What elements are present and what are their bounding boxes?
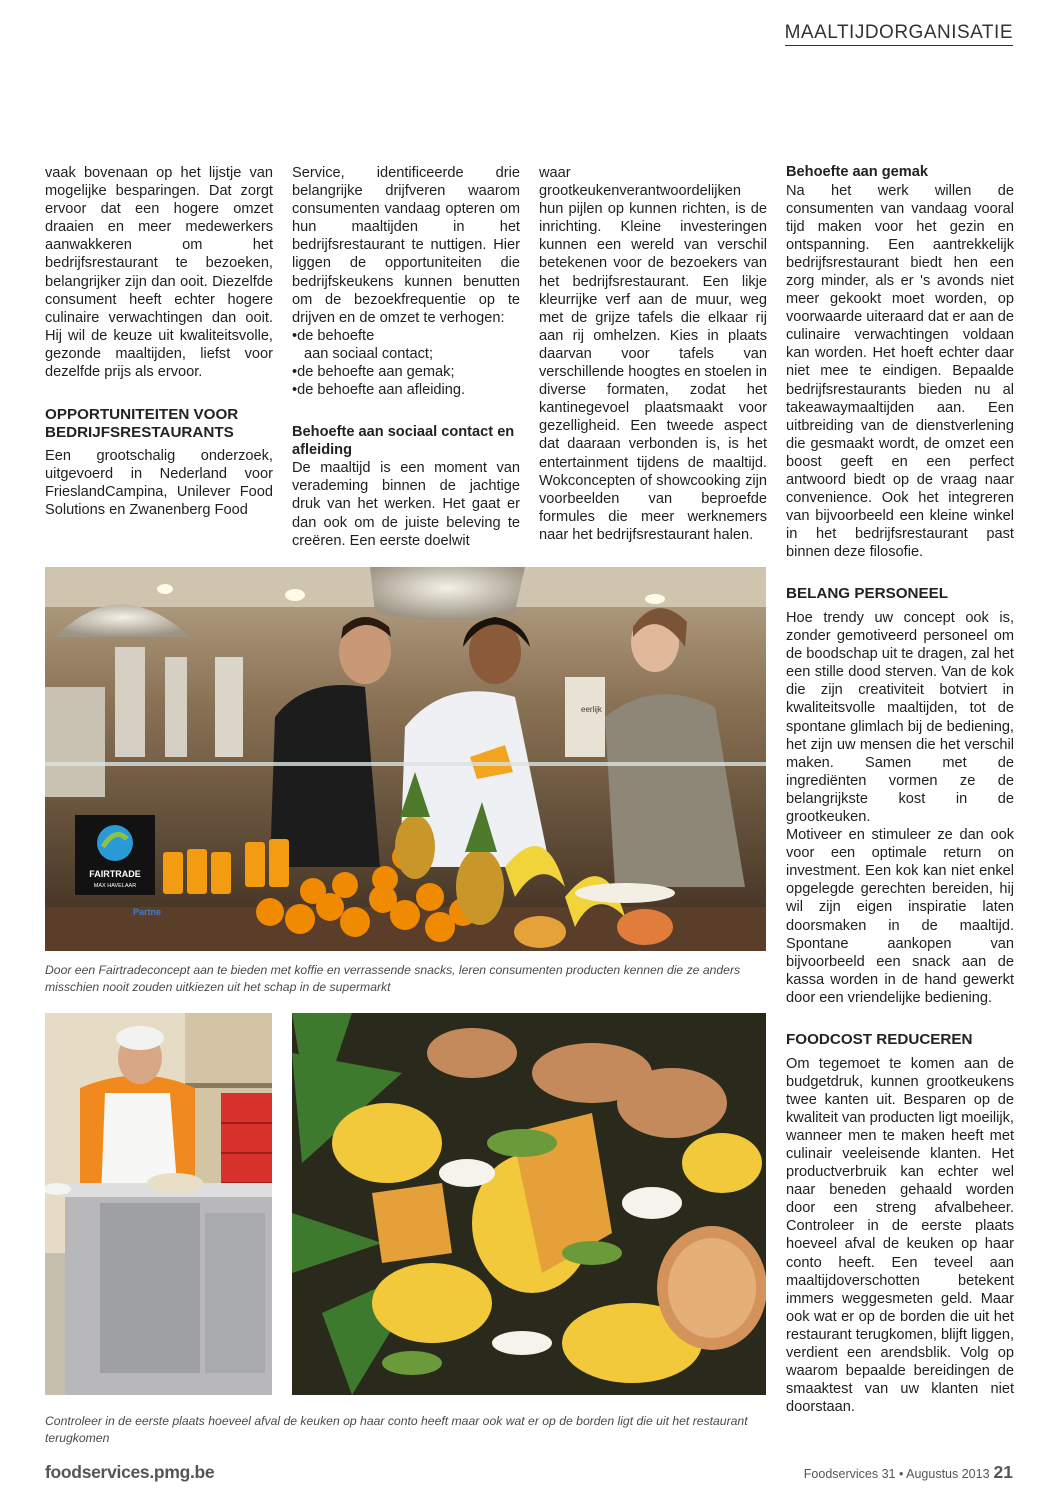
paragraph: Service, identificeerde drie belangrijke drijfveren waarom consumenten vandaag opteren om hun maaltijden in het bedrijfsrestaurant te nuttigen. Hier liggen de opportuniteiten die bedrijfskeukens kunnen benutten om de bezoekfrequentie op te drijven en de omzet te verhogen: — [292, 165, 520, 326]
bullet-list — [292, 327, 520, 399]
text-column-1 — [45, 164, 273, 520]
fairtrade-sub-text: MAX HAVELAAR — [93, 883, 137, 889]
list-item-continued: aan sociaal contact; — [304, 345, 433, 362]
footer-issue-info — [804, 1462, 1013, 1483]
heading-opportuniteiten: OPPORTUNITEITEN VOOR BEDRIJFSRESTAURANTS — [45, 406, 239, 441]
photo-cook-kitchen — [45, 1013, 272, 1395]
paragraph: vaak bovenaan op het lijstje van mogelijke besparingen. Dat zorgt ervoor dat een hogere omzet draaien en meer medewerkers aanwakkeren om het bedrijfsrestaurant te bezoeken, belangrijker zijn dan ooit. Diezelfde consument heeft echter hogere culinaire verwachtingen dan ooit. Hij wil de keuze uit kwaliteitsvolle, gezonde maaltijden, liefst voor dezelfde prijs als ervoor. — [45, 165, 273, 381]
list-item: •de behoefte aan gemak; — [292, 364, 455, 381]
photo-caption-2: Controleer in de eerste plaats hoeveel afval de keuken op haar conto heeft maar ook wat er op de borden ligt die uit het restaurant terugkomen — [45, 1414, 748, 1445]
heading-sociaal-contact: Behoefte aan sociaal contact en afleiding — [292, 424, 515, 458]
text-column-4 — [786, 164, 1014, 1416]
paragraph: waar grootkeukenverantwoordelijken hun pijlen op kunnen richten, is de inrichting. Kleine investeringen kunnen een wereld van verschil betekenen voor de bezoekers van het bedrijfsrestaurant. Een likje kleurrijke verf aan de muur, weg met de grijze tafels die elkaar rij aan rij omhelzen. Kies in plaats daarvan voor tafels van verschillende hoogtes en stoelen in diverse formaten, zodat het kantinegevoel plaatsmaakt voor gezelligheid. Een tweede aspect dat daaraan verbonden is, is het entertainment tijdens de maaltijd. Wokconcepten of showcooking zijn voorbeelden van beproefde formules die meer werknemers naar het bedrijfsrestaurant halen. — [539, 165, 767, 543]
footer-website: foodservices.pmg.be — [45, 1462, 215, 1482]
heading-foodcost: FOODCOST REDUCEREN — [786, 1031, 973, 1049]
photo-restaurant-counter — [45, 567, 766, 951]
text-column-2 — [292, 164, 520, 550]
page-number: 21 — [993, 1462, 1013, 1482]
list-item: •de behoefte — [292, 327, 375, 344]
heading-gemak: Behoefte aan gemak — [786, 164, 928, 180]
list-item: •de behoefte aan afleiding. — [292, 382, 466, 399]
footer-issue: Foodservices 31 • Augustus 2013 — [803, 1467, 990, 1481]
photo-caption-1: Door een Fairtradeconcept aan te bieden met koffie en verrassende snacks, leren consumenten producten kennen die ze anders misschien nooit zouden uitkiezen uit het schap in de supermarkt — [45, 963, 741, 994]
paragraph: De maaltijd is een moment van verademing binnen de jachtige druk van het werken. Het gaat er dan ook om de juiste beleving te creëren. Een eerste doelwit — [292, 460, 520, 549]
fairtrade-label-text: FAIRTRADE — [89, 869, 141, 879]
paragraph: Motiveer en stimuleer ze dan ook voor een optimale return on investment. Een kok kan niet enkel opgelegde gerechten bereiden, hij wil zijn eigen inspiratie laten doorsmaken in de maaltijd. Spontane aankopen van bijvoorbeeld een snack aan de kassa worden in de hand gewerkt door een vriendelijke bediening. — [786, 827, 1014, 1006]
paragraph: Een grootschalig onderzoek, uitgevoerd in Nederland voor FrieslandCampina, Unilever Food Solutions en Zwanenberg Food — [45, 448, 273, 519]
photo-food-waste — [292, 1013, 766, 1395]
text-column-3 — [539, 164, 767, 544]
paragraph: Hoe trendy uw concept ook is, zonder gemotiveerd personeel om de boodschap uit te dragen, zal het een stille dood sterven. Van de kok die zijn creativiteit botviert in kwaliteitsvolle maaltijden, tot de spontane glimlach bij de bediening, het zijn uw mensen die het verschil maken. Samen met de ingrediënten vormen ze de belangrijkste kost in de grootkeuken. — [786, 609, 1014, 825]
partner-text: Partne — [133, 907, 162, 917]
paragraph: Na het werk willen de consumenten van vandaag vooral tijd maken voor het gezin en ontspanning. Een aantrekkelijk bedrijfsrestaurant biedt hen een zorg minder, als er 's avonds niet meer gekookt moet worden, op voorwaarde uiteraard dat er aan de culinaire verwachtingen voldaan kan worden. Het hoeft echter daar niet mee te eindigen. Bepaalde bedrijfsrestaurants bieden nu al takeawaymaaltijden aan. Een uitbreiding van de dienstverlening die gesmaakt wordt, de omzet een boost geeft en een perfect antwoord biedt op de vraag naar convenience. Ook het integreren van bijvoorbeeld een kleine winkel in het bedrijfsrestaurant past binnen deze filosofie. — [786, 182, 1014, 561]
heading-personeel: BELANG PERSONEEL — [786, 585, 949, 603]
section-label: MAALTIJDORGANISATIE — [785, 22, 1013, 46]
sign-text: eerlijk — [581, 705, 602, 714]
paragraph: Om tegemoet te komen aan de budgetdruk, kunnen grootkeukens twee kanten uit. Besparen op de kwaliteit van producten ligt moeilijk, wanneer men te maken heeft met culinair veeleisende klanten. Het productverbruik kan echter wel naar beneden gehaald worden door een streng afvalbeheer. Controleer in de eerste plaats hoeveel afval de keuken op haar conto heeft. Een teveel aan maaltijdoverschotten betekent immers weggesmeten geld. Maar ook wat er op de borden die uit het restaurant terugkomen, blijft liggen, verdient een arendsblik. Volg op waarom bepaalde bereidingen de smaaktest van uw klanten niet doorstaan. — [786, 1055, 1014, 1416]
